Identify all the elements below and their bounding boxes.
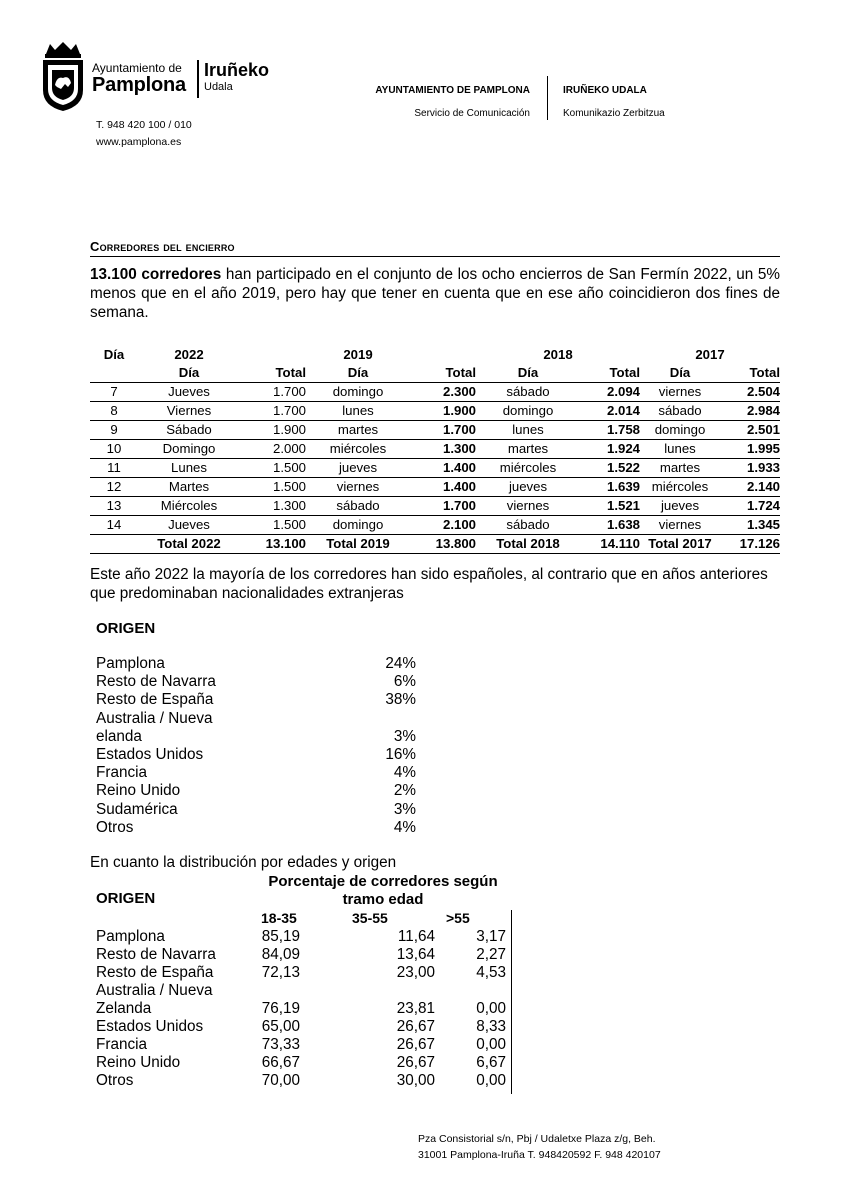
age-value: 11,64 (397, 928, 435, 945)
origin-percent: 38% (385, 691, 416, 709)
cell-total: 1.700 (410, 421, 476, 440)
total-label: Total 2022 (138, 535, 240, 554)
cell-weekday: viernes (306, 478, 410, 497)
brand-basque-name: Iruñeko (204, 60, 270, 80)
cell-total: 2.100 (410, 516, 476, 535)
table-row (96, 964, 506, 982)
age-value: 84,09 (261, 946, 300, 963)
cell-weekday: Lunes (138, 459, 240, 478)
age-value: 0,00 (476, 1000, 506, 1017)
header-year-2019: 2019 (343, 347, 373, 362)
cell-total: 2.094 (580, 383, 640, 402)
section-rule (90, 256, 780, 257)
brand-basque-sub: Udala (204, 81, 233, 93)
origin-label: Reino Unido (96, 782, 181, 800)
origin-heading: ORIGEN (96, 620, 156, 637)
header-left-block (330, 85, 530, 119)
total-value: 17.126 (720, 535, 780, 554)
table-row (90, 440, 780, 459)
cell-weekday: jueves (306, 459, 410, 478)
age-value: 70,00 (261, 1072, 300, 1089)
cell-total: 1.933 (720, 459, 780, 478)
age-value: 73,33 (261, 1036, 300, 1053)
cell-weekday: martes (640, 459, 720, 478)
cell-day: 13 (90, 497, 138, 516)
age-value: 72,13 (261, 964, 300, 981)
age-origin: Estados Unidos (96, 1018, 204, 1035)
list-item (96, 691, 416, 709)
age-origin: Resto de España (96, 964, 214, 981)
cell-day: 14 (90, 516, 138, 535)
age-value: 65,00 (261, 1018, 300, 1035)
age-value: 6,67 (476, 1054, 506, 1071)
cell-weekday: lunes (476, 421, 580, 440)
cell-total: 1.521 (580, 497, 640, 516)
list-item (96, 710, 416, 728)
cell-total: 1.500 (240, 516, 306, 535)
age-value: 2,27 (476, 946, 506, 963)
origin-label: Francia (96, 764, 148, 782)
brand-divider (197, 60, 199, 98)
sub-dia: Día (178, 365, 200, 380)
header-dia: Día (103, 347, 125, 362)
cell-total: 2.501 (720, 421, 780, 440)
sub-dia: Día (517, 365, 539, 380)
total-value: 13.800 (410, 535, 476, 554)
age-origin-label: ORIGEN (96, 890, 156, 907)
cell-total: 1.900 (240, 421, 306, 440)
table-header-years (90, 346, 780, 364)
cell-weekday: lunes (640, 440, 720, 459)
age-value: 3,17 (476, 928, 506, 945)
total-label: Total 2017 (640, 535, 720, 554)
coat-of-arms-icon (40, 40, 86, 112)
list-item (96, 673, 416, 691)
header-year-2017: 2017 (695, 347, 725, 362)
origin-label: Resto de Navarra (96, 673, 216, 691)
cell-weekday: Martes (138, 478, 240, 497)
table-row (96, 1072, 506, 1090)
cell-total: 1.924 (580, 440, 640, 459)
cell-total: 1.724 (720, 497, 780, 516)
cell-total: 1.900 (410, 402, 476, 421)
cell-weekday: Miércoles (138, 497, 240, 516)
list-item (96, 746, 416, 764)
origin-label: elanda (96, 727, 142, 745)
table-row (96, 1000, 506, 1018)
footer-line: 31001 Pamplona-Iruña T. 948420592 F. 948 420107 (418, 1149, 661, 1161)
origin-percent: 4% (393, 764, 416, 782)
origin-label: Pamplona (96, 655, 165, 672)
age-value: 26,67 (396, 1018, 435, 1035)
sub-total: Total (445, 365, 476, 380)
total-label: Total 2018 (476, 535, 580, 554)
sub-dia: Día (347, 365, 369, 380)
origin-label: Otros (96, 818, 134, 836)
origin-percent: 2% (393, 782, 416, 800)
header-right-title: IRUÑEKO UDALA (563, 85, 647, 96)
cell-weekday: domingo (306, 516, 410, 535)
header-year-2022: 2022 (174, 347, 204, 362)
cell-total: 2.140 (720, 478, 780, 497)
header-left-sub: Servicio de Comunicación (414, 108, 530, 119)
cell-day: 12 (90, 478, 138, 497)
cell-total: 1.522 (580, 459, 640, 478)
origin-label: Sudamérica (96, 800, 178, 818)
list-item (96, 782, 416, 800)
cell-weekday: viernes (640, 383, 720, 402)
origin-list (96, 655, 416, 837)
table-row (90, 497, 780, 516)
total-value: 13.100 (240, 535, 306, 554)
age-value: 8,33 (476, 1018, 506, 1035)
table-row (90, 478, 780, 497)
list-item (96, 764, 416, 782)
table-row (96, 1054, 506, 1072)
cell-weekday: lunes (306, 402, 410, 421)
cell-weekday: domingo (306, 383, 410, 402)
origin-label: Resto de España (96, 691, 214, 709)
age-origin: Reino Unido (96, 1054, 181, 1071)
cell-total: 1.300 (240, 497, 306, 516)
table-row (96, 1018, 506, 1036)
table-row (96, 946, 506, 964)
list-item (96, 801, 416, 819)
cell-total: 1.345 (720, 516, 780, 535)
cell-total: 1.758 (580, 421, 640, 440)
age-col-header: 35-55 (352, 910, 388, 926)
cell-weekday: sábado (476, 383, 580, 402)
age-value: 23,00 (396, 964, 435, 981)
cell-weekday: miércoles (640, 478, 720, 497)
table-row (90, 421, 780, 440)
age-origin: Pamplona (96, 928, 165, 945)
contact-phone: T. 948 420 100 / 010 (96, 119, 192, 131)
header-divider (547, 76, 548, 120)
age-origin: Otros (96, 1072, 134, 1089)
origin-percent: 3% (393, 800, 416, 818)
cell-total: 1.300 (410, 440, 476, 459)
cell-total: 1.700 (240, 402, 306, 421)
sub-total: Total (609, 365, 640, 380)
age-origin: Zelanda (96, 1000, 152, 1017)
cell-total: 2.504 (720, 383, 780, 402)
cell-weekday: miércoles (306, 440, 410, 459)
age-origin: Francia (96, 1036, 148, 1053)
cell-weekday: Sábado (138, 421, 240, 440)
footer-address (418, 1131, 661, 1163)
brand-name: Pamplona (92, 74, 186, 96)
table-row (90, 383, 780, 402)
cell-weekday: domingo (476, 402, 580, 421)
age-value: 26,67 (396, 1036, 435, 1053)
cell-total: 1.500 (240, 478, 306, 497)
brand-small-text: Ayuntamiento de (92, 61, 182, 75)
age-table-divider (511, 910, 512, 1094)
intro-paragraph (90, 265, 780, 322)
intro-text: han participado en el conjunto de los ocho encierros de San Fermín 2022, un 5% menos que en el año 2019, pero hay que tener en cuenta que en ese año coincidieron dos fines de semana. (90, 266, 781, 321)
origin-percent: 16% (385, 745, 416, 763)
cell-day: 7 (90, 383, 138, 402)
header-right-sub: Komunikazio Zerbitzua (563, 108, 665, 119)
header-left-title: AYUNTAMIENTO DE PAMPLONA (375, 85, 530, 96)
sub-dia: Día (669, 365, 691, 380)
cell-weekday: miércoles (476, 459, 580, 478)
table-totals-row (90, 535, 780, 554)
cell-weekday: Domingo (138, 440, 240, 459)
cell-day: 8 (90, 402, 138, 421)
sub-total: Total (749, 365, 780, 380)
cell-day: 10 (90, 440, 138, 459)
origin-percent: 4% (393, 818, 416, 836)
intro-bold: 13.100 corredores (90, 266, 222, 283)
cell-weekday: sábado (476, 516, 580, 535)
list-item (96, 655, 416, 673)
age-table-title: Porcentaje de corredores según tramo edad (268, 873, 498, 908)
total-label: Total 2019 (306, 535, 410, 554)
age-value: 23,81 (396, 1000, 435, 1017)
cell-weekday: sábado (306, 497, 410, 516)
table-header-sub (90, 364, 780, 383)
cell-total: 1.500 (240, 459, 306, 478)
origin-label: Estados Unidos (96, 745, 204, 763)
table-row (96, 928, 506, 946)
sub-total: Total (275, 365, 306, 380)
cell-weekday: sábado (640, 402, 720, 421)
origin-label: Australia / Nueva (96, 709, 213, 727)
list-item (96, 819, 416, 837)
origin-percent: 24% (385, 655, 416, 672)
cell-total: 1.700 (410, 497, 476, 516)
cell-weekday: martes (476, 440, 580, 459)
age-col-header: >55 (446, 910, 470, 926)
runners-table (90, 346, 780, 554)
age-value: 0,00 (476, 1072, 506, 1089)
table-row (90, 459, 780, 478)
cell-total: 2.014 (580, 402, 640, 421)
cell-total: 1.400 (410, 459, 476, 478)
age-value: 4,53 (476, 964, 506, 981)
footer-line: Pza Consistorial s/n, Pbj / Udaletxe Plaza z/g, Beh. (418, 1133, 656, 1145)
list-item (96, 728, 416, 746)
cell-day: 11 (90, 459, 138, 478)
age-value: 0,00 (476, 1036, 506, 1053)
cell-total: 2.000 (240, 440, 306, 459)
age-value: 85,19 (261, 928, 300, 945)
cell-weekday: Viernes (138, 402, 240, 421)
cell-weekday: viernes (476, 497, 580, 516)
age-intro-text: En cuanto la distribución por edades y origen (90, 854, 397, 871)
table-row (90, 402, 780, 421)
table-row (90, 516, 780, 535)
cell-weekday: Jueves (138, 383, 240, 402)
cell-weekday: domingo (640, 421, 720, 440)
cell-weekday: jueves (640, 497, 720, 516)
age-value: 13,64 (396, 946, 435, 963)
age-value: 30,00 (396, 1072, 435, 1089)
cell-total: 1.700 (240, 383, 306, 402)
cell-total: 1.995 (720, 440, 780, 459)
age-origin: Resto de Navarra (96, 946, 216, 963)
nationality-paragraph: Este año 2022 la mayoría de los corredores han sido españoles, al contrario que en años anteriores que predominaban nacionalidades extranjeras (90, 566, 768, 602)
header-year-2018: 2018 (543, 347, 573, 362)
age-value: 76,19 (261, 1000, 300, 1017)
age-value: 66,67 (261, 1054, 300, 1071)
cell-weekday: viernes (640, 516, 720, 535)
section-title: Corredores del encierro (90, 239, 235, 254)
table-row (96, 1036, 506, 1054)
age-origin: Australia / Nueva (96, 982, 213, 999)
origin-percent: 6% (393, 673, 416, 691)
cell-weekday: jueves (476, 478, 580, 497)
origin-percent: 3% (393, 727, 416, 745)
cell-total: 1.400 (410, 478, 476, 497)
total-value: 14.110 (580, 535, 640, 554)
cell-weekday: martes (306, 421, 410, 440)
age-value: 26,67 (396, 1054, 435, 1071)
cell-total: 1.639 (580, 478, 640, 497)
age-col-header: 18-35 (261, 910, 297, 926)
header-right-block (563, 85, 665, 119)
cell-total: 2.984 (720, 402, 780, 421)
cell-total: 2.300 (410, 383, 476, 402)
cell-day: 9 (90, 421, 138, 440)
contact-web: www.pamplona.es (96, 136, 182, 148)
cell-total: 1.638 (580, 516, 640, 535)
table-row (96, 982, 506, 1000)
cell-weekday: Jueves (138, 516, 240, 535)
